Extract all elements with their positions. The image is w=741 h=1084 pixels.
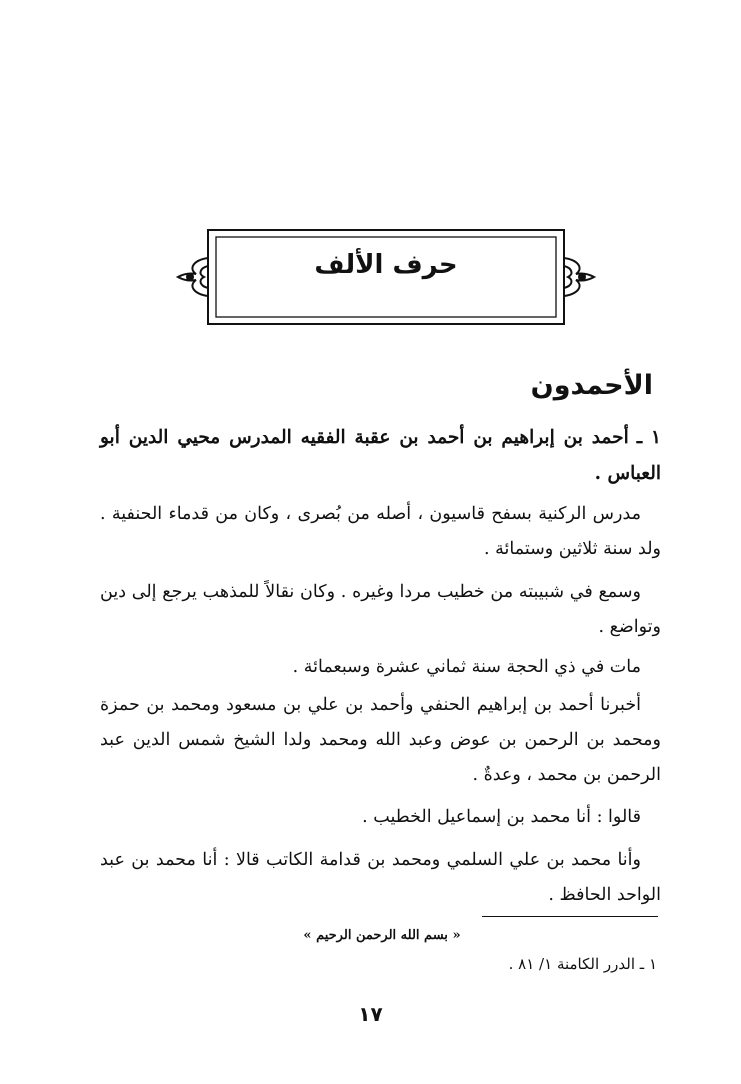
footnote-basmala: « بسم الله الرحمن الرحيم » xyxy=(303,928,461,943)
paragraph-6: وأنا محمد بن علي السلمي ومحمد بن قدامة الكاتب قالا : أنا محمد بن عبد الواحد الحافظ . xyxy=(100,850,661,905)
title-frame xyxy=(176,228,596,326)
chapter-title: حرف الألف xyxy=(314,250,458,280)
paragraph-5: قالوا : أنا محمد بن إسماعيل الخطيب . xyxy=(362,807,641,827)
section-heading: الأحمدون xyxy=(530,370,653,401)
paragraph-2: وسمع في شبيبته من خطيب مردا وغيره . وكان نقالاً للمذهب يرجع إلى دين وتواضع . xyxy=(100,582,661,637)
paragraph-3: مات في ذي الحجة سنة ثماني عشرة وسبعمائة . xyxy=(292,657,641,677)
footnote-divider xyxy=(482,916,658,917)
entry-name: أحمد بن إبراهيم بن أحمد بن عقبة الفقيه المدرس محيي الدين أبو العباس . xyxy=(100,427,661,484)
paragraph-1: مدرس الركنية بسفح قاسيون ، أصله من بُصرى ، وكان من قدماء الحنفية . ولد سنة ثلاثين وستمائة . xyxy=(100,504,661,559)
entry-heading xyxy=(100,420,661,492)
footnote-text: ١ ـ الدرر الكامنة ١/ ٨١ . xyxy=(508,955,657,973)
paragraph-4: أخبرنا أحمد بن إبراهيم الحنفي وأحمد بن علي بن مسعود ومحمد بن حمزة ومحمد بن الرحمن بن عوض وعبد الله ومحمد ولدا الشيخ شمس الدين عبد الرحمن بن محمد ، وعدةٌ . xyxy=(100,695,661,785)
entry-number: ١ ـ xyxy=(636,427,661,448)
page-number: ١٧ xyxy=(358,1002,383,1026)
